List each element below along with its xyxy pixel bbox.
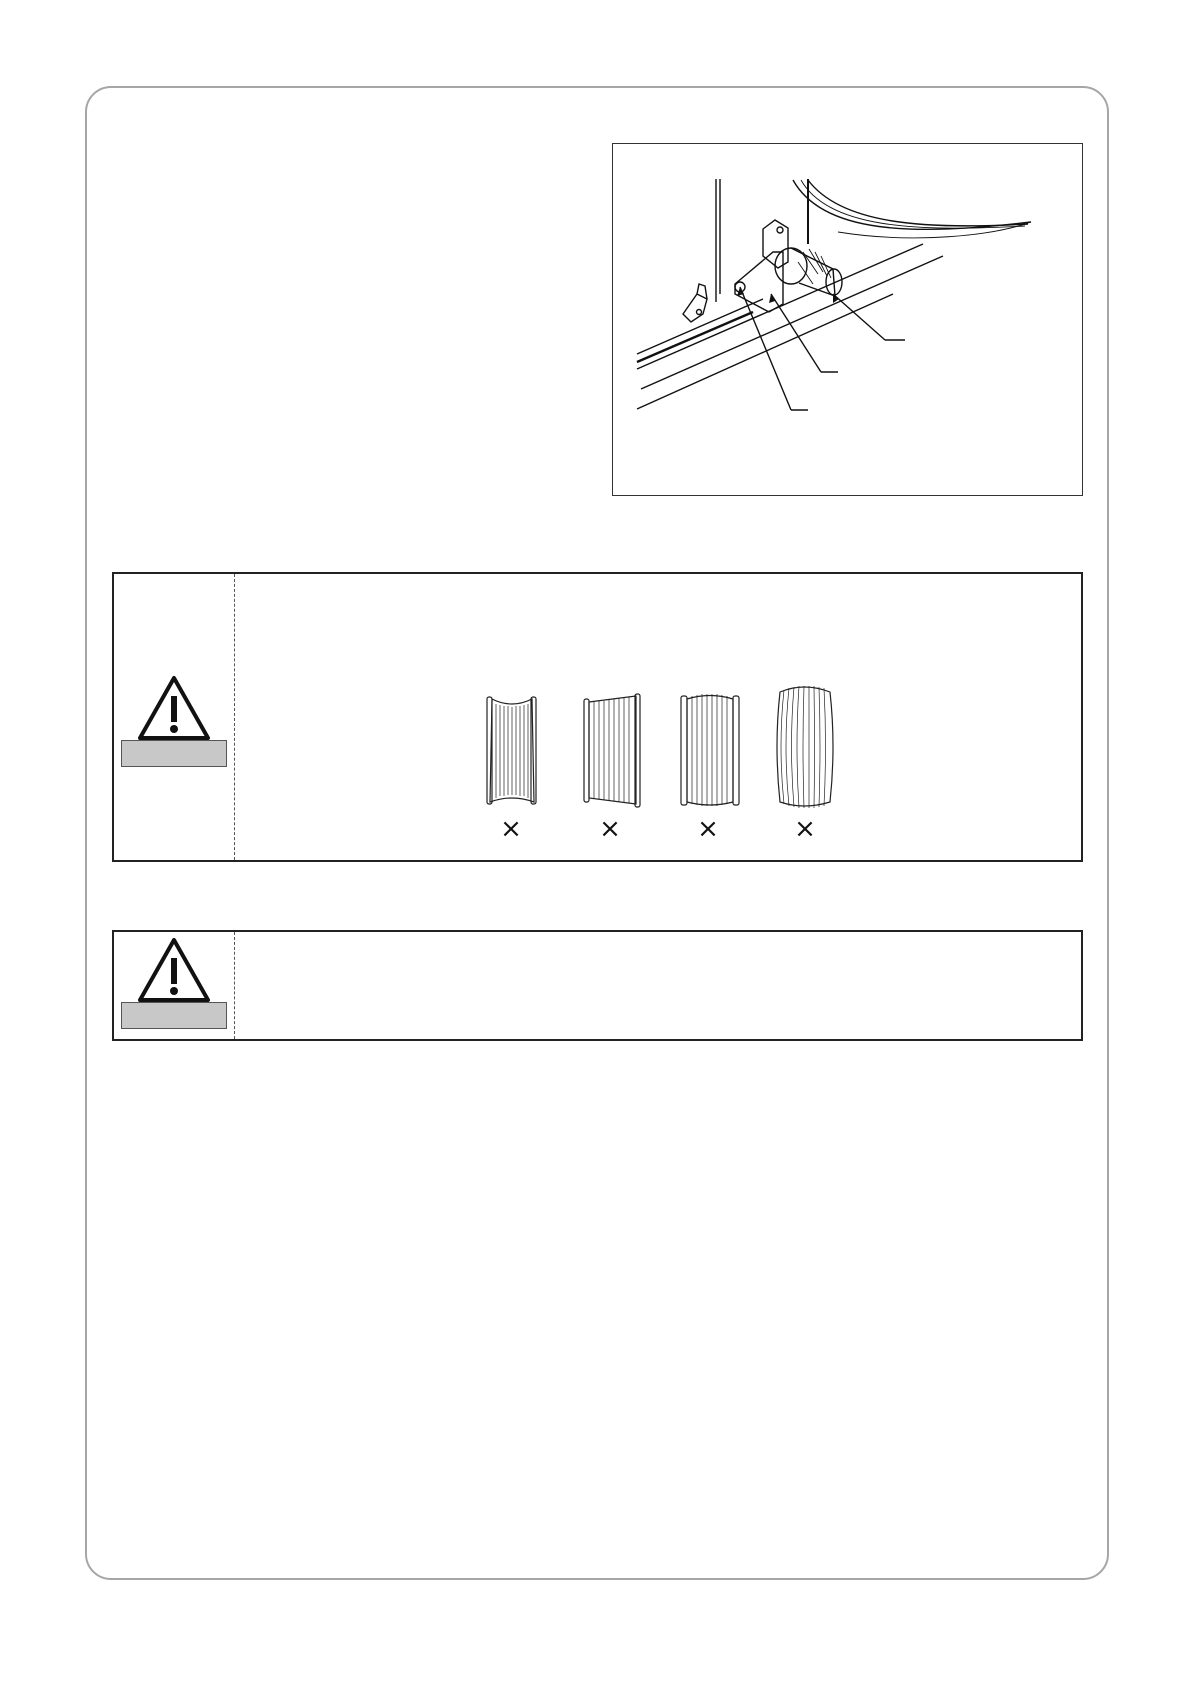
spool-2-cross-mark: × xyxy=(599,814,621,844)
spool-1-cross-mark: × xyxy=(500,814,522,844)
warning-box-general xyxy=(112,930,1083,1041)
technical-figure xyxy=(612,143,1083,496)
spool-3-icon xyxy=(681,694,739,806)
warning-box-spools xyxy=(112,572,1083,862)
warning-triangle-icon xyxy=(136,936,212,1009)
warning-label-bar xyxy=(121,1002,227,1029)
spool-1-icon xyxy=(487,697,536,804)
spool-4-cross-mark: × xyxy=(794,814,816,844)
spool-2-icon xyxy=(584,694,640,807)
dashed-divider xyxy=(234,932,235,1039)
spool-3-cross-mark: × xyxy=(697,814,719,844)
cable-reel-bracket-drawing xyxy=(613,144,1084,497)
spool-4-icon xyxy=(777,686,833,808)
